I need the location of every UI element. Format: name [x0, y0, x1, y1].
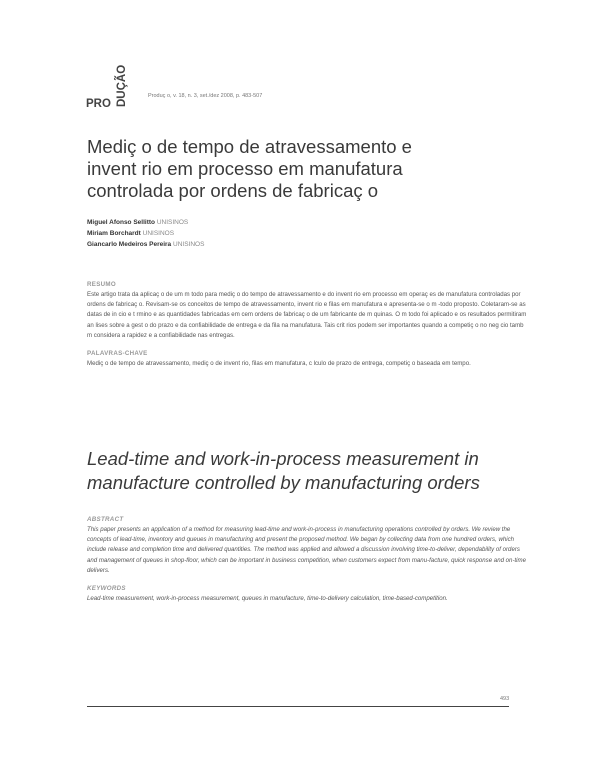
resumo-label: RESUMO	[87, 281, 116, 288]
author-name: Giancarlo Medeiros Pereira	[87, 241, 172, 249]
author-institution: UNISINOS	[142, 230, 175, 238]
journal-reference: Produç o, v. 18, n. 3, set./dez 2008, p. 483-507	[148, 93, 263, 99]
abstract-text: This paper presents an application of a method for measuring lead-time and work-in-process in manufacturing operations controlled by orders. We review the concepts of lead-time, inventory and queues in manufacturing and present the proposed method. We began by collecting data from one hundred orders, which include release and completion time and delivered quantities. The method was applied and allowed a discussion involving time-to-deliver, dependability of orders and management of queues in shop-floor, which can be important in business competition, when customers expect from manu-facture, quick response and on-time delivers.	[87, 526, 526, 574]
author-institution: UNISINOS	[173, 241, 205, 249]
english-title: Lead-time and work-in-process measurement in manufacture controlled by manufacturing orders	[87, 448, 480, 493]
keywords-text: Lead-time measurement, work-in-process measurement, queues in manufacture, time-to-delivery calculation, time-based-competition.	[87, 595, 448, 602]
resumo-text: Este artigo trata da aplicaç o de um m todo para mediç o do tempo de atravessamento e do invent rio em processo em operaç es de manufatura controladas por ordens de fabricaç o. Revisam-se os conceitos de tempo de atravessamento, invent rio e filas em manufatura e apresenta-se o m -todo proposto. Coletaram-se as datas de in cio e t rmino e as quantidades fabricadas em cem ordens de fabricaç o de um fabricante de m quinas. O m todo foi aplicado e os resultados permitiram an lises sobre a gest o do prazo e da confiabilidade de entrega e da fila na manufatura. Tais crit rios podem ser importantes quando a competiç o no neg cio tamb m considera a rapidez e a confiabilidade nas entregas.	[87, 291, 527, 339]
keywords-label: KEYWORDS	[87, 585, 126, 592]
author-row	[87, 239, 204, 250]
palavras-chave-text: Mediç o de tempo de atravessamento, mediç o de invent rio, filas em manufatura, c lculo de prazo de entrega, competiç o baseada em tempo.	[87, 360, 471, 367]
author-name: Miguel Afonso Sellitto	[87, 219, 156, 226]
author-list	[87, 217, 204, 251]
footer-rule	[87, 706, 509, 707]
palavras-chave-label: PALAVRAS-CHAVE	[87, 350, 148, 357]
portuguese-title: Mediç o de tempo de atravessamento e invent rio em processo em manufatura controlada por ordens de fabricaç o	[87, 136, 412, 201]
author-name: Miriam Borchardt	[87, 230, 141, 238]
logo-text-horizontal: PRO	[86, 98, 111, 108]
author-row	[87, 228, 204, 239]
author-row	[87, 217, 204, 228]
logo-text-vertical: DUÇÃO	[116, 64, 128, 107]
journal-logo	[86, 64, 130, 108]
page-number: 493	[500, 696, 510, 702]
abstract-label: ABSTRACT	[87, 516, 124, 523]
author-institution: UNISINOS	[156, 219, 189, 226]
